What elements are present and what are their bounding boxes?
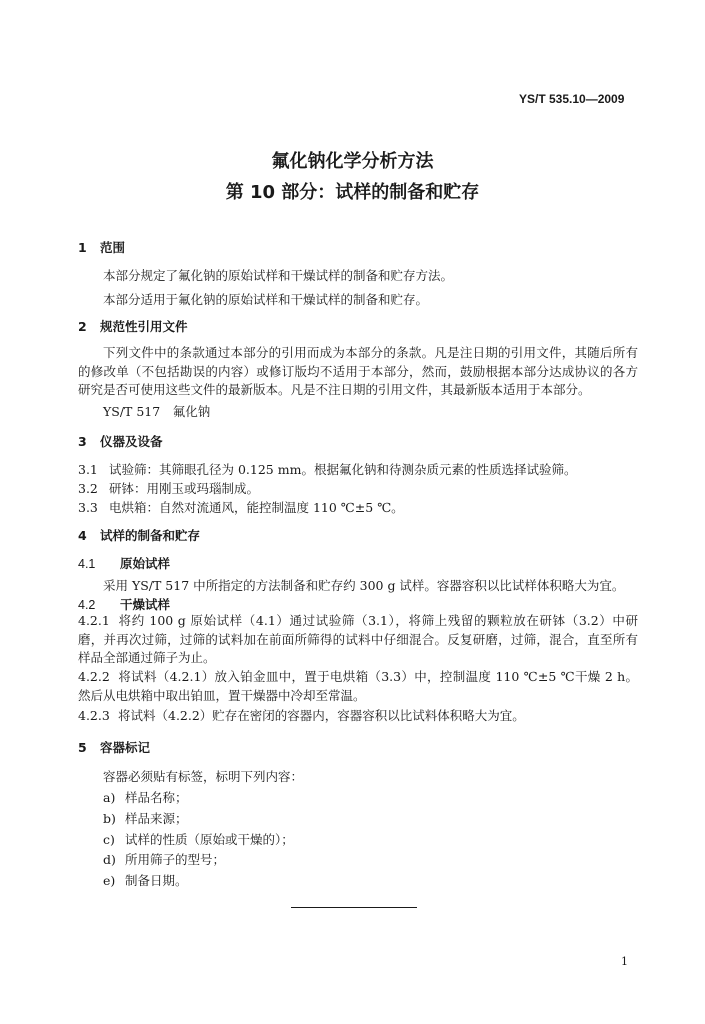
- clause-text: 研钵：用刚玉或玛瑙制成。: [109, 481, 260, 496]
- clause-4-2-3: [78, 707, 638, 726]
- end-rule: [291, 907, 417, 908]
- clause-number: 4.2.3: [78, 708, 110, 723]
- section-title: 容器标记: [100, 740, 151, 755]
- section-2-heading: [78, 317, 188, 335]
- normative-reference: YS/T 517 氟化钠: [103, 404, 211, 419]
- clause-4-1-heading: [78, 554, 170, 572]
- document-title-line2: 第 10 部分：试样的制备和贮存: [225, 182, 480, 203]
- list-item-e: [103, 871, 188, 889]
- clause-number: 3.2: [78, 481, 98, 496]
- clause-number: 4.1: [78, 557, 96, 571]
- section-number: 4: [78, 528, 87, 543]
- clause-number: 3.3: [78, 500, 98, 515]
- clause-3-1: [78, 460, 576, 478]
- list-marker: e): [103, 873, 116, 888]
- section-5-heading: [78, 738, 150, 756]
- page-number: 1: [621, 955, 628, 968]
- section-number: 3: [78, 434, 87, 449]
- clause-number: 4.2: [78, 598, 96, 612]
- list-item-c: [103, 830, 294, 848]
- clause-text: 将试料（4.2.2）贮存在密闭的容器内，容器容积以比试料体积略大为宜。: [118, 708, 525, 723]
- clause-4-2-1: [78, 612, 638, 668]
- list-text: 样品来源；: [125, 811, 188, 826]
- section-number: 2: [78, 319, 87, 334]
- section-1-para-2: 本部分适用于氟化钠的原始试样和干燥试样的制备和贮存。: [103, 292, 429, 307]
- section-title: 试样的制备和贮存: [100, 528, 201, 543]
- section-title: 规范性引用文件: [100, 319, 188, 334]
- section-1-para-1: 本部分规定了氟化钠的原始试样和干燥试样的制备和贮存方法。: [103, 268, 454, 283]
- section-2-para: 下列文件中的条款通过本部分的引用而成为本部分的条款。凡是注日期的引用文件，其随后所有的修改单（不包括勘误的内容）或修订版均不适用于本部分，然而，鼓励根据本部分达成协议的各方研究是否可使用这些文件的最新版本。凡是不注日期的引用文件，其最新版本适用于本部分。: [78, 345, 638, 397]
- section-title: 仪器及设备: [100, 434, 163, 449]
- section-3-heading: [78, 432, 163, 450]
- clause-text: 将约 100 g 原始试样（4.1）通过试验筛（3.1），将筛上残留的颗粒放在研钵（3.2）中研磨，并再次过筛，过筛的试料加在前面所筛得的试料中仔细混合。反复研磨，过筛，混合，直至所有样品全部通过筛子为止。: [78, 613, 638, 665]
- list-item-a: [103, 788, 188, 806]
- list-text: 所用筛子的型号；: [125, 852, 226, 867]
- section-title: 范围: [100, 240, 126, 255]
- clause-text: 电烘箱：自然对流通风，能控制温度 110 ℃±5 ℃。: [109, 500, 404, 515]
- clause-number: 3.1: [78, 462, 98, 477]
- document-code: YS/T 535.10—2009: [519, 92, 625, 106]
- clause-4-2-2: [78, 668, 638, 705]
- clause-title: 原始试样: [120, 556, 171, 571]
- clause-text: 将试料（4.2.1）放入铂金皿中，置于电烘箱（3.3）中，控制温度 110 ℃±5 ℃干燥 2 h。然后从电烘箱中取出铂皿，置干燥器中冷却至常温。: [78, 669, 638, 703]
- document-title-line1: 氟化钠化学分析方法: [271, 151, 434, 172]
- clause-title: 干燥试样: [120, 597, 171, 612]
- list-item-d: [103, 850, 225, 868]
- section-number: 5: [78, 740, 87, 755]
- clause-4-1-para: 采用 YS/T 517 中所指定的方法制备和贮存约 300 g 试样。容器容积以比试样体积略大为宜。: [103, 578, 625, 593]
- clause-4-2-heading: [78, 595, 170, 613]
- list-text: 试样的性质（原始或干燥的）；: [125, 832, 294, 847]
- clause-3-2: [78, 479, 259, 497]
- section-number: 1: [78, 240, 87, 255]
- list-text: 制备日期。: [125, 873, 188, 888]
- list-marker: a): [103, 790, 116, 805]
- list-marker: c): [103, 832, 115, 847]
- list-text: 样品名称；: [125, 790, 188, 805]
- list-marker: d): [103, 852, 116, 867]
- section-4-heading: [78, 526, 200, 544]
- clause-text: 试验筛：其筛眼孔径为 0.125 mm。根据氟化钠和待测杂质元素的性质选择试验筛。: [109, 462, 577, 477]
- list-marker: b): [103, 811, 116, 826]
- section-1-heading: [78, 238, 125, 256]
- list-item-b: [103, 809, 188, 827]
- section-5-intro: 容器必须贴有标签，标明下列内容：: [103, 769, 304, 784]
- clause-number: 4.2.1: [78, 613, 110, 628]
- clause-number: 4.2.2: [78, 669, 110, 684]
- clause-3-3: [78, 498, 404, 516]
